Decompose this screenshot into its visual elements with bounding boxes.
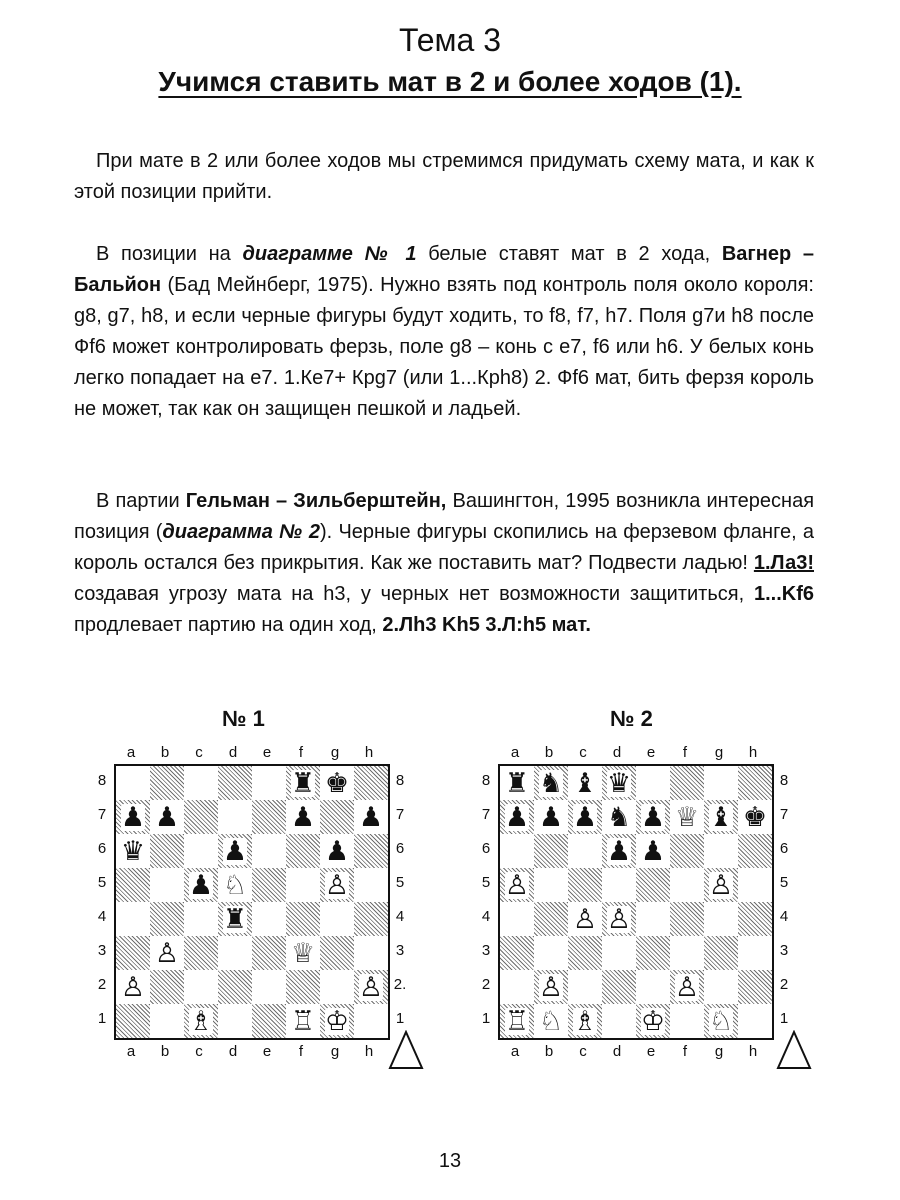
square-h6: [738, 834, 772, 868]
square-b6: [534, 834, 568, 868]
square-c2: [568, 970, 602, 1004]
square-d2: [602, 970, 636, 1004]
square-f8: [286, 766, 320, 800]
square-c3: [568, 936, 602, 970]
white-bishop-icon: ♗: [572, 1005, 598, 1037]
file-label: a: [510, 1043, 520, 1060]
black-pawn-icon: ♟: [120, 801, 146, 833]
file-label: c: [195, 744, 203, 761]
rank-label: 1: [481, 1010, 491, 1027]
square-e2: [636, 970, 670, 1004]
diagram-1-board: [114, 764, 390, 1040]
square-d5: [218, 868, 252, 902]
square-e4: [252, 902, 286, 936]
paragraph-intro: [74, 146, 814, 208]
file-label: d: [228, 1043, 238, 1060]
page-number: 13: [438, 1150, 462, 1172]
black-pawn-icon: ♟: [538, 801, 564, 833]
diagram-2-ranks-right: [776, 764, 792, 1036]
square-b1: [534, 1004, 568, 1038]
square-e3: [636, 936, 670, 970]
p3-players: Гельман – Зильберштейн,: [185, 490, 447, 512]
p3-text-a: В партии: [96, 490, 186, 512]
white-pawn-icon: ♙: [708, 869, 734, 901]
square-a3: [116, 936, 150, 970]
square-b2: [534, 970, 568, 1004]
square-f6: [286, 834, 320, 868]
square-e8: [252, 766, 286, 800]
square-a1: [500, 1004, 534, 1038]
square-c8: [568, 766, 602, 800]
square-g3: [704, 936, 738, 970]
square-d6: [602, 834, 636, 868]
file-label: e: [646, 1043, 656, 1060]
p3-text-g: создавая угрозу мата на h3, у черных нет возможности защититься,: [74, 583, 754, 605]
white-queen-icon: ♕: [290, 937, 316, 969]
square-e7: [252, 800, 286, 834]
square-d1: [602, 1004, 636, 1038]
square-h5: [738, 868, 772, 902]
square-e3: [252, 936, 286, 970]
diagram-1-ranks-left: [94, 764, 110, 1036]
rank-label: 3: [779, 942, 789, 959]
square-e2: [252, 970, 286, 1004]
square-f3: [670, 936, 704, 970]
square-h8: [738, 766, 772, 800]
p3-text-c: Вашингтон, 1995 возникла интересная позиция (: [74, 490, 815, 543]
square-a8: [116, 766, 150, 800]
square-a5: [116, 868, 150, 902]
white-pawn-icon: ♙: [358, 971, 384, 1003]
p2-players: Вагнер – Бальйон: [74, 243, 814, 296]
square-b5: [150, 868, 184, 902]
square-a5: [500, 868, 534, 902]
white-pawn-icon: ♙: [538, 971, 564, 1003]
diagram-2-files-bottom: [498, 1043, 770, 1060]
square-g4: [704, 902, 738, 936]
white-king-icon: ♔: [640, 1005, 666, 1037]
square-a2: [116, 970, 150, 1004]
diagram-2-label: № 2: [610, 706, 653, 731]
square-h4: [354, 902, 388, 936]
p2-text-c: белые ставят мат в 2 хода,: [416, 243, 722, 265]
p2-text-a: В позиции на: [96, 243, 243, 265]
square-f7: [670, 800, 704, 834]
file-label: e: [262, 744, 272, 761]
square-e1: [252, 1004, 286, 1038]
square-g8: [320, 766, 354, 800]
square-a2: [500, 970, 534, 1004]
diagram-2-files-top: [498, 744, 770, 761]
rank-label: 5: [481, 874, 491, 891]
black-king-icon: ♚: [324, 767, 350, 799]
square-h8: [354, 766, 388, 800]
p3-text-i: продлевает партию на один ход,: [74, 614, 383, 636]
rank-label: 5: [97, 874, 107, 891]
square-d6: [218, 834, 252, 868]
square-e5: [252, 868, 286, 902]
file-label: f: [298, 744, 304, 761]
file-label: c: [579, 1043, 587, 1060]
square-d5: [602, 868, 636, 902]
square-d4: [218, 902, 252, 936]
square-d3: [602, 936, 636, 970]
square-b7: [534, 800, 568, 834]
square-e5: [636, 868, 670, 902]
diagram-1-files-bottom: [114, 1043, 386, 1060]
diagram-2: [478, 744, 798, 1064]
file-label: h: [748, 744, 758, 761]
square-h3: [738, 936, 772, 970]
square-e6: [636, 834, 670, 868]
square-c1: [184, 1004, 218, 1038]
square-a3: [500, 936, 534, 970]
rank-label: 8: [779, 772, 789, 789]
black-pawn-icon: ♟: [290, 801, 316, 833]
square-f6: [670, 834, 704, 868]
square-a4: [116, 902, 150, 936]
file-label: g: [330, 1043, 340, 1060]
file-label: f: [682, 1043, 688, 1060]
white-pawn-icon: ♙: [606, 903, 632, 935]
black-king-icon: ♚: [742, 801, 768, 833]
square-g2: [704, 970, 738, 1004]
square-c5: [184, 868, 218, 902]
white-pawn-icon: ♙: [154, 937, 180, 969]
square-b1: [150, 1004, 184, 1038]
black-pawn-icon: ♟: [222, 835, 248, 867]
square-a4: [500, 902, 534, 936]
rank-label: 2: [481, 976, 491, 993]
white-rook-icon: ♖: [290, 1005, 316, 1037]
rank-label: 6: [779, 840, 789, 857]
square-g7: [704, 800, 738, 834]
rank-label: 3: [97, 942, 107, 959]
black-pawn-icon: ♟: [188, 869, 214, 901]
square-a8: [500, 766, 534, 800]
page-title: Учимся ставить мат в 2 и более ходов (1).: [158, 66, 742, 97]
square-d1: [218, 1004, 252, 1038]
square-c4: [568, 902, 602, 936]
file-label: b: [160, 1043, 170, 1060]
white-pawn-icon: ♙: [674, 971, 700, 1003]
square-c6: [184, 834, 218, 868]
square-c5: [568, 868, 602, 902]
square-d7: [602, 800, 636, 834]
rank-label: 3: [395, 942, 405, 959]
square-f5: [670, 868, 704, 902]
diagram-1: [94, 744, 414, 1064]
square-h1: [354, 1004, 388, 1038]
rank-label: 4: [97, 908, 107, 925]
square-g5: [320, 868, 354, 902]
square-h3: [354, 936, 388, 970]
rank-label: 5: [779, 874, 789, 891]
white-to-move-triangle-icon: [776, 1030, 812, 1070]
black-pawn-icon: ♟: [640, 835, 666, 867]
square-b8: [534, 766, 568, 800]
file-label: h: [364, 744, 374, 761]
file-label: g: [714, 744, 724, 761]
square-b8: [150, 766, 184, 800]
square-f1: [670, 1004, 704, 1038]
file-label: b: [544, 744, 554, 761]
p2-diagram-ref: диаграмме № 1: [242, 243, 417, 265]
rank-label: 1: [779, 1010, 789, 1027]
square-c1: [568, 1004, 602, 1038]
black-pawn-icon: ♟: [324, 835, 350, 867]
square-e6: [252, 834, 286, 868]
square-h2: [738, 970, 772, 1004]
p3-move-2: 1...Kf6: [753, 583, 814, 605]
rank-label: 4: [481, 908, 491, 925]
rank-label: 8: [481, 772, 491, 789]
white-pawn-icon: ♙: [572, 903, 598, 935]
file-label: a: [126, 744, 136, 761]
white-to-move-triangle-icon: [388, 1030, 424, 1070]
square-f3: [286, 936, 320, 970]
file-label: d: [228, 744, 238, 761]
white-rook-icon: ♖: [504, 1005, 530, 1037]
square-e1: [636, 1004, 670, 1038]
file-label: h: [748, 1043, 758, 1060]
square-d3: [218, 936, 252, 970]
black-pawn-icon: ♟: [572, 801, 598, 833]
square-d8: [602, 766, 636, 800]
square-c8: [184, 766, 218, 800]
square-h2: [354, 970, 388, 1004]
square-f5: [286, 868, 320, 902]
square-f2: [286, 970, 320, 1004]
square-d2: [218, 970, 252, 1004]
black-knight-icon: ♞: [606, 801, 632, 833]
file-label: g: [714, 1043, 724, 1060]
square-h7: [738, 800, 772, 834]
rank-label: 8: [395, 772, 405, 789]
diagram-1-files-top: [114, 744, 386, 761]
square-b3: [534, 936, 568, 970]
topic-heading: Тема 3: [398, 22, 502, 58]
rank-label: 2: [97, 976, 107, 993]
file-label: a: [126, 1043, 136, 1060]
rank-label: 5: [395, 874, 405, 891]
square-a6: [116, 834, 150, 868]
square-b5: [534, 868, 568, 902]
black-pawn-icon: ♟: [154, 801, 180, 833]
square-e7: [636, 800, 670, 834]
square-b3: [150, 936, 184, 970]
diagram-1-label: № 1: [222, 706, 265, 731]
file-label: f: [298, 1043, 304, 1060]
white-pawn-icon: ♙: [324, 869, 350, 901]
white-pawn-icon: ♙: [120, 971, 146, 1003]
square-h1: [738, 1004, 772, 1038]
white-pawn-icon: ♙: [504, 869, 530, 901]
white-bishop-icon: ♗: [188, 1005, 214, 1037]
black-rook-icon: ♜: [504, 767, 530, 799]
p3-text-e: ). Черные фигуры скопились на ферзевом фланге, а король остался без прикрытия. Как же поставить мат? Подвести ладью!: [74, 521, 814, 574]
black-rook-icon: ♜: [222, 903, 248, 935]
black-pawn-icon: ♟: [606, 835, 632, 867]
square-c4: [184, 902, 218, 936]
diagram-1-ranks-right: [392, 764, 408, 1036]
square-g3: [320, 936, 354, 970]
white-king-icon: ♔: [324, 1005, 350, 1037]
p2-text-e: (Бад Мейнберг, 1975). Нужно взять под контроль поля около короля: g8, g7, h8, и если черные фигуры будут ходить, то f8, f7, h7. Поля g7и h8 после Фf6 может контролировать ферзь, поле g8 – конь с е7, f6 или h6. У белых конь легко попадает на е7. 1.Ке7+ Крg7 (или 1...Крh8) 2. Фf6 мат, бить ферзя король не может, так как он защищен пешкой и ладьей.: [74, 274, 814, 420]
square-h7: [354, 800, 388, 834]
black-queen-icon: ♛: [606, 767, 632, 799]
p3-diagram-ref: диаграмма № 2: [162, 521, 321, 543]
rank-label: 7: [481, 806, 491, 823]
file-label: e: [262, 1043, 272, 1060]
square-b4: [150, 902, 184, 936]
square-c7: [568, 800, 602, 834]
file-label: c: [195, 1043, 203, 1060]
rank-label: 1: [395, 1010, 405, 1027]
rank-label: 4: [779, 908, 789, 925]
square-d7: [218, 800, 252, 834]
square-f8: [670, 766, 704, 800]
square-f1: [286, 1004, 320, 1038]
square-h5: [354, 868, 388, 902]
black-pawn-icon: ♟: [358, 801, 384, 833]
black-pawn-icon: ♟: [640, 801, 666, 833]
square-a1: [116, 1004, 150, 1038]
square-g7: [320, 800, 354, 834]
square-g6: [320, 834, 354, 868]
white-knight-icon: ♘: [222, 869, 248, 901]
square-c6: [568, 834, 602, 868]
paragraph-diagram-2: [74, 486, 814, 641]
square-c2: [184, 970, 218, 1004]
square-a6: [500, 834, 534, 868]
rank-label: 6: [481, 840, 491, 857]
paragraph-diagram-1: [74, 239, 814, 425]
rank-label: 2.: [393, 976, 407, 993]
black-bishop-icon: ♝: [572, 767, 598, 799]
square-g6: [704, 834, 738, 868]
file-label: d: [612, 744, 622, 761]
black-pawn-icon: ♟: [504, 801, 530, 833]
file-label: g: [330, 744, 340, 761]
square-b7: [150, 800, 184, 834]
black-rook-icon: ♜: [290, 767, 316, 799]
black-queen-icon: ♛: [120, 835, 146, 867]
square-d8: [218, 766, 252, 800]
diagram-2-board: [498, 764, 774, 1040]
white-knight-icon: ♘: [708, 1005, 734, 1037]
square-e8: [636, 766, 670, 800]
square-a7: [116, 800, 150, 834]
square-h6: [354, 834, 388, 868]
rank-label: 4: [395, 908, 405, 925]
square-c7: [184, 800, 218, 834]
paragraph-intro-text: При мате в 2 или более ходов мы стремимся придумать схему мата, и как к этой позиции прийти.: [74, 150, 814, 203]
square-f4: [670, 902, 704, 936]
rank-label: 7: [779, 806, 789, 823]
file-label: c: [579, 744, 587, 761]
square-g1: [704, 1004, 738, 1038]
square-g2: [320, 970, 354, 1004]
square-b6: [150, 834, 184, 868]
file-label: h: [364, 1043, 374, 1060]
square-b4: [534, 902, 568, 936]
square-f2: [670, 970, 704, 1004]
square-g4: [320, 902, 354, 936]
file-label: a: [510, 744, 520, 761]
square-f4: [286, 902, 320, 936]
p3-move-1: 1.Ла3!: [753, 552, 814, 574]
rank-label: 2: [779, 976, 789, 993]
p3-move-3: 2.Лh3 Kh5 3.Л:h5 мат.: [382, 614, 591, 636]
square-g8: [704, 766, 738, 800]
rank-label: 7: [97, 806, 107, 823]
diagram-2-ranks-left: [478, 764, 494, 1036]
rank-label: 6: [395, 840, 405, 857]
rank-label: 7: [395, 806, 405, 823]
square-h4: [738, 902, 772, 936]
file-label: e: [646, 744, 656, 761]
square-c3: [184, 936, 218, 970]
square-d4: [602, 902, 636, 936]
file-label: d: [612, 1043, 622, 1060]
rank-label: 6: [97, 840, 107, 857]
file-label: b: [544, 1043, 554, 1060]
file-label: b: [160, 744, 170, 761]
square-b2: [150, 970, 184, 1004]
rank-label: 1: [97, 1010, 107, 1027]
square-e4: [636, 902, 670, 936]
square-g5: [704, 868, 738, 902]
rank-label: 8: [97, 772, 107, 789]
white-knight-icon: ♘: [538, 1005, 564, 1037]
square-a7: [500, 800, 534, 834]
file-label: f: [682, 744, 688, 761]
square-f7: [286, 800, 320, 834]
rank-label: 3: [481, 942, 491, 959]
black-knight-icon: ♞: [538, 767, 564, 799]
square-g1: [320, 1004, 354, 1038]
white-queen-icon: ♕: [674, 801, 700, 833]
black-bishop-icon: ♝: [708, 801, 734, 833]
